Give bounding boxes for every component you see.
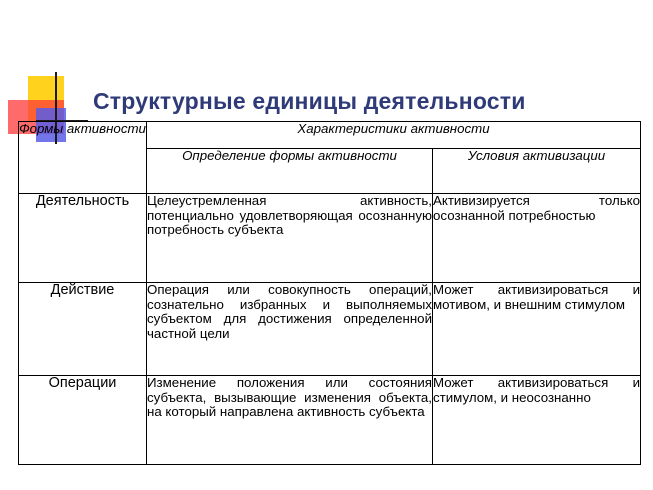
table-row xyxy=(19,194,641,283)
row-definition: Операция или совокупность операций, сознательно избранных и выполняемых субъектом для достижения определенной частной цели xyxy=(147,283,433,376)
row-definition: Целеустремленная активность, потенциально удовлетворяющая осознанную потребность субъекта xyxy=(147,194,433,283)
header-definition: Определение формы активности xyxy=(147,149,433,194)
row-name: Деятельность xyxy=(19,194,147,283)
slide-title: Структурные единицы деятельности xyxy=(93,88,526,114)
row-definition: Изменение положения или состояния субъекта, вызывающие изменения объекта, на который направлена активность субъекта xyxy=(147,376,433,465)
table-row xyxy=(19,283,641,376)
row-name: Действие xyxy=(19,283,147,376)
row-conditions: Может активизироваться и мотивом, и внешним стимулом xyxy=(433,283,641,376)
row-conditions: Активизируется только осознанной потребностью xyxy=(433,194,641,283)
header-forms: Формы активности xyxy=(19,122,147,194)
table-row xyxy=(19,376,641,465)
row-conditions: Может активизироваться и стимулом, и неосознанно xyxy=(433,376,641,465)
row-name: Операции xyxy=(19,376,147,465)
header-conditions: Условия активизации xyxy=(433,149,641,194)
header-characteristics: Характеристики активности xyxy=(147,122,641,149)
activity-table xyxy=(18,121,641,465)
